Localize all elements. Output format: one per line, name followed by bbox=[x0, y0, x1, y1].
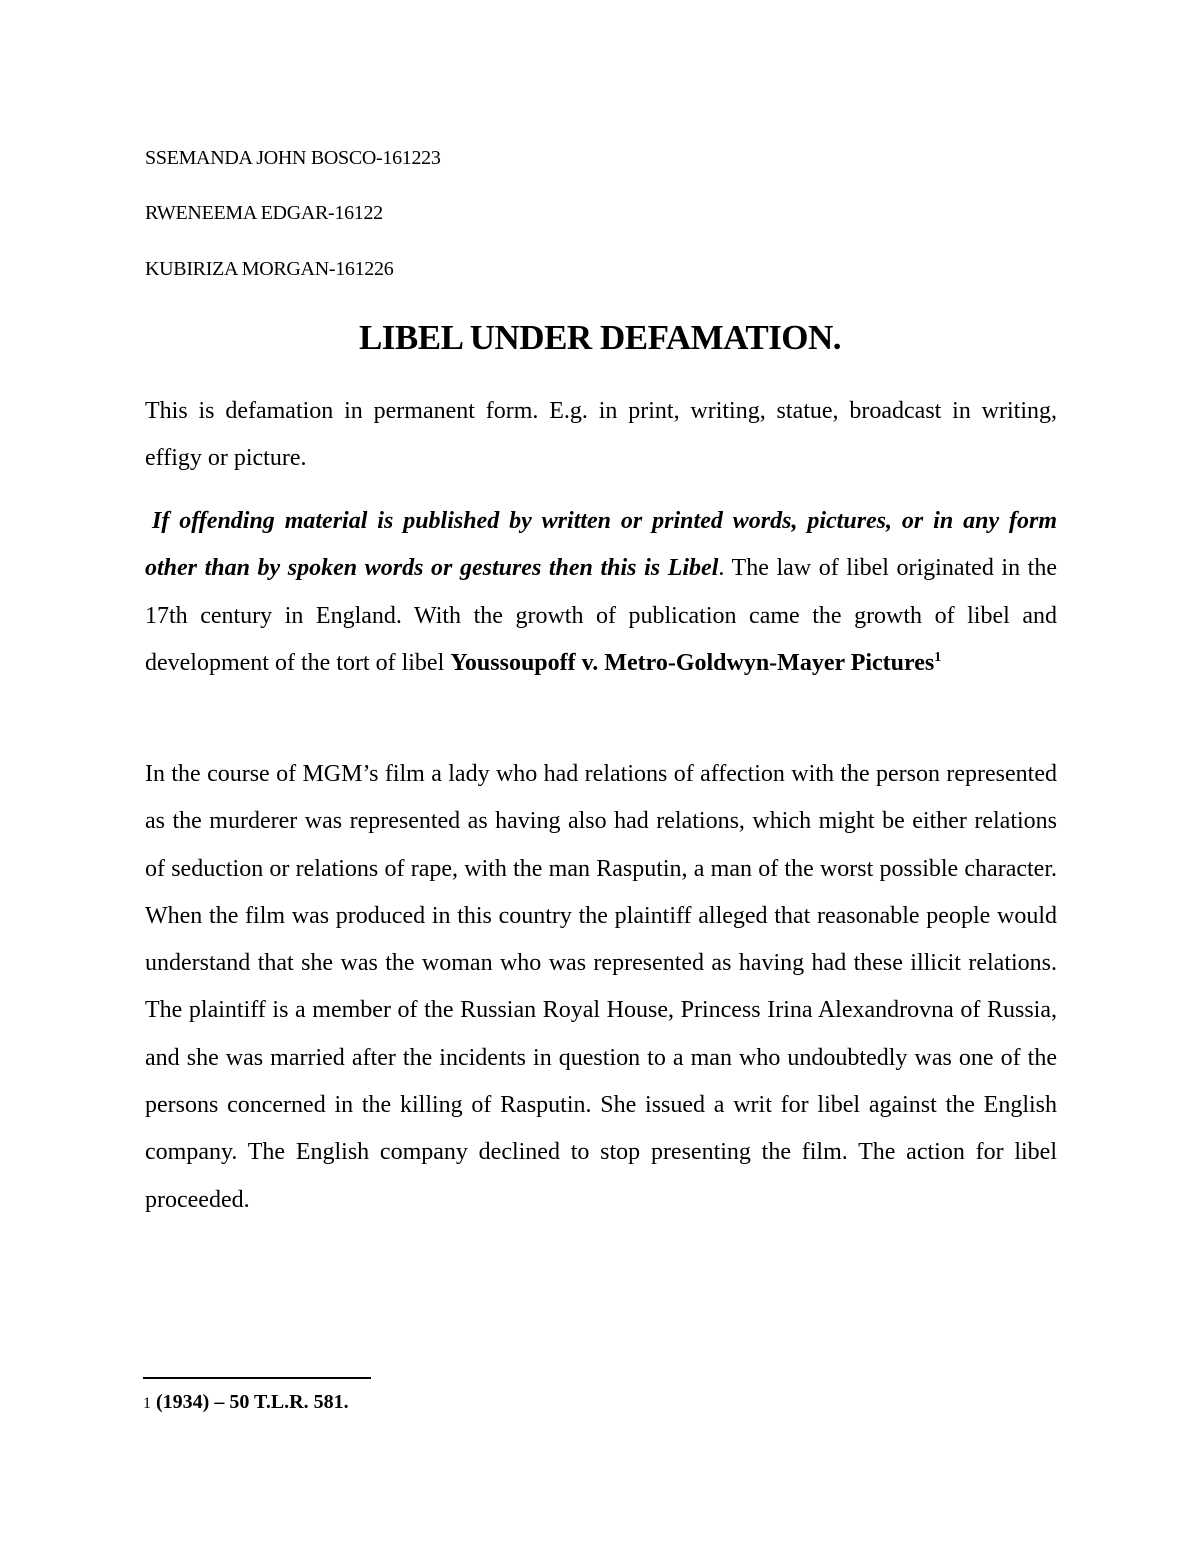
body-paragraph: This is defamation in permanent form. E.g. in print, writing, statue, broadcast in writing, effigy or picture. bbox=[145, 398, 1057, 472]
footnote-number: 1 bbox=[143, 1395, 151, 1412]
footnote-separator bbox=[143, 1377, 371, 1379]
author-line: SSEMANDA JOHN BOSCO-161223 bbox=[145, 147, 441, 169]
footnote-text: (1934) – 50 T.L.R. 581. bbox=[156, 1391, 349, 1413]
emphasized-definition: If offending material is published by written or printed words, pictures, or in any form other than by spoken words or gestures then this is Libel bbox=[145, 508, 1057, 582]
author-line: RWENEEMA EDGAR-16122 bbox=[145, 202, 383, 224]
case-citation: Youssoupoff v. Metro-Goldwyn-Mayer Pictures bbox=[450, 649, 935, 676]
body-paragraph: In the course of MGM’s film a lady who had relations of affection with the person represented as the murderer was represented as having also had relations, which might be either relations of seduction or relations of rape, with the man Rasputin, a man of the worst possible character. When the film was produced in this country the plaintiff alleged that reasonable people would understand that she was the woman who was represented as having had these illicit relations. The plaintiff is a member of the Russian Royal House, Princess Irina Alexandrovna of Russia, and she was married after the incidents in question to a man who undoubtedly was one of the persons concerned in the killing of Rasputin. She issued a writ for libel against the English company. The English company declined to stop presenting the film. The action for libel proceeded. bbox=[145, 761, 1057, 1213]
footnote bbox=[143, 1389, 349, 1417]
author-line: KUBIRIZA MORGAN-161226 bbox=[145, 258, 394, 280]
paragraph-text: . The law of libel originated in the 17th century in England. With the growth of publication came the growth of libel and development of the tort of libel bbox=[145, 555, 1057, 676]
footnote-reference: 1 bbox=[934, 649, 942, 665]
body-paragraph bbox=[145, 498, 1057, 687]
document-title: LIBEL UNDER DEFAMATION. bbox=[358, 318, 842, 357]
